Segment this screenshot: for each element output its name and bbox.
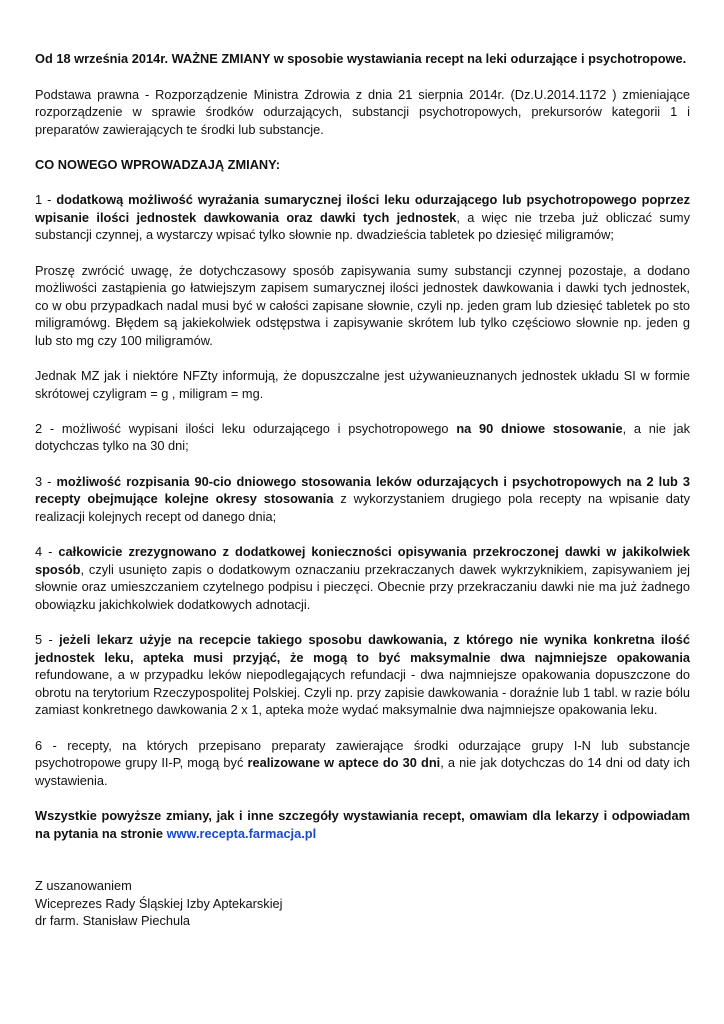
signature-name: dr farm. Stanisław Piechula [35,913,191,929]
item-text: recepty, na których przepisano preparaty zawierające środki odurzające grupy I-N lub substancje psychotropowe grupy II-P, mogą być [35,737,690,771]
item-text: możliwość wypisani ilości leku odurzającego i psychotropowego [61,420,457,436]
legal-basis-paragraph: Podstawa prawna - Rozporządzenie Ministra Zdrowia z dnia 21 sierpnia 2014r. (Dz.U.2014.1172 ) zmieniające rozporządzenie w sprawie środków odurzających, substancji psychotropowych, prekursorów kategorii 1 i preparatów zawierających te środki lub substancje. [35,86,690,137]
item-text: , a nie jak dotychczas do 14 dni od daty ich wystawienia. [35,755,690,788]
signature-block [35,877,690,930]
change-item-3 [35,473,690,526]
item-number: 3 - [35,473,57,489]
document-title: Od 18 września 2014r. WAŻNE ZMIANY w sposobie wystawiania recept na leki odurzające i psychotropowe. [35,51,687,66]
item-bold-text: możliwość rozpisania 90-cio dniowego stosowania leków odurzających i psychotropowych na 2 lub 3 recepty obejmujące kolejne okresy stosowania [35,473,690,507]
closing-bold-text: Wszystkie powyższe zmiany, jak i inne szczegóły wystawiania recept, omawiam dla lekarzy i odpowiadam na pytania na stronie [35,807,690,841]
item-bold-text: dodatkową możliwość wyrażania sumarycznej ilości leku odurzającego lub psychotropowego poprzez wpisanie ilości jednostek dawkowania oraz dawki tych jednostek [35,192,690,225]
item-number: 6 - [35,737,68,753]
change-item-4 [35,543,690,613]
item-number: 2 - [35,420,62,436]
item-text: , a nie jak dotychczas tylko na 30 dni; [35,420,690,454]
item-text: z wykorzystaniem drugiego pola recepty na wpisanie daty realizacji kolejnych recept od danego dnia; [35,491,690,524]
item-text: , a więc nie trzeba już obliczać sumy substancji czynnej, a wystarczy wpisać tylko słownie np. dwadzieścia tabletek po dziesięć miligramów; [35,209,690,243]
item-number: 4 - [35,544,59,560]
item-bold-text: jeżeli lekarz użyje na recepcie takiego sposobu dawkowania, z którego nie wynika konkretna ilość jednostek leku, apteka musi przyjąć, że mogą to być maksymalnie dwa najmniejsze opakowania [35,632,690,665]
signature-title: Wiceprezes Rady Śląskiej Izby Aptekarskiej [35,895,283,911]
change-item-5 [35,631,690,719]
change-item-6 [35,737,690,790]
item-bold-text: realizowane w aptece do 30 dni [247,755,441,771]
section-heading: CO NOWEGO WPROWADZAJĄ ZMIANY: [35,156,281,172]
change-item-1-note: Proszę zwrócić uwagę, że dotychczasowy sposób zapisywania sumy substancji czynnej pozostaje, a dodano możliwości zastąpienia go łatwiejszym zapisem sumarycznej ilości jednostek dawkowania i dawki tych jednostek, co w obu przypadkach nadal musi być w całości zapisane słownie, czyli np. jeden gram lub dziesięć tabletek po sto miligramówg. Błędem są jakiekolwiek odstępstwa i zapisywanie skrótem lub tylko częściowo słownie np. jeden g lub sto mg czy 100 miligramów. [35,262,690,348]
signature-greeting: Z uszanowaniem [35,878,132,894]
change-item-1-si-note: Jednak MZ jak i niektóre NFZty informują, że dopuszczalne jest używanieuznanych jednostek układu SI w formie skrótowej czyligram = g , miligram = mg. [35,368,690,401]
change-item-1 [35,191,690,244]
item-text: , czyli usunięto zapis o dodatkowym oznaczaniu przekraczanych dawek wykrzyknikiem, zapisywaniem jej słownie oraz umieszczaniem czytelnego podpisu i pieczęci. Obecnie przy przekraczaniu dawki nie ma już żadnego obowiązku jakichkolwiek dodatkowych adnotacji. [35,561,690,612]
item-text: refundowane, a w przypadku leków niepodlegających refundacji - dwa najmniejsze opakowania dopuszczone do obrotu na terytorium Rzeczypospolitej Polskiej. Czyli np. przy zapisie dawkowania - doraźnie lub 1 tabl. w razie bólu zamiast konkretnego dawkowania 2 x 1, apteka może wydać maksymalnie dwa najmniejsze opakowania leku. [35,667,690,718]
item-number: 1 - [35,192,57,208]
item-bold-text: całkowicie zrezygnowano z dodatkowej konieczności opisywania przekroczonej dawki w jakikolwiek sposób [35,544,690,577]
item-bold-text: na 90 dniowe stosowanie [456,420,623,436]
item-number: 5 - [35,632,60,647]
change-item-2 [35,420,690,455]
closing-paragraph [35,807,690,842]
website-link[interactable]: www.recepta.farmacja.pl [166,825,317,841]
